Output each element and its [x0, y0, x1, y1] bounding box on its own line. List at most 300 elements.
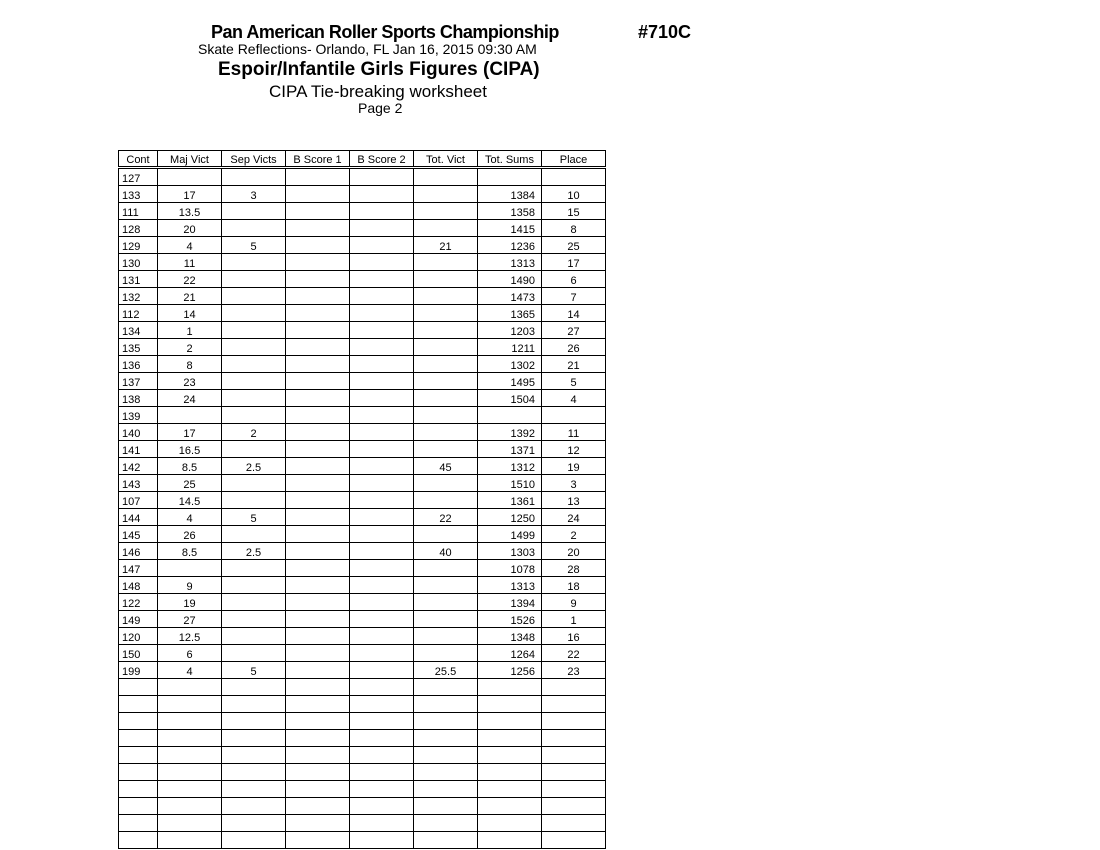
table-cell	[286, 288, 350, 305]
table-cell: 27	[542, 322, 606, 339]
column-header: Sep Victs	[222, 151, 286, 168]
column-header: Cont	[119, 151, 158, 168]
table-cell: 22	[414, 509, 478, 526]
table-cell: 45	[414, 458, 478, 475]
table-cell: 27	[158, 611, 222, 628]
table-cell: 137	[119, 373, 158, 390]
event-code: #710C	[638, 22, 692, 42]
table-cell	[350, 339, 414, 356]
table-cell	[222, 475, 286, 492]
table-cell	[414, 611, 478, 628]
table-cell: 150	[119, 645, 158, 662]
table-cell	[286, 713, 350, 730]
table-cell	[286, 237, 350, 254]
table-cell	[286, 611, 350, 628]
table-cell: 1211	[478, 339, 542, 356]
empty-table-row	[119, 679, 606, 696]
table-cell: 4	[158, 237, 222, 254]
table-cell: 14.5	[158, 492, 222, 509]
table-cell: 1	[542, 611, 606, 628]
table-cell: 129	[119, 237, 158, 254]
table-cell: 2	[222, 424, 286, 441]
table-cell	[222, 526, 286, 543]
empty-table-row	[119, 747, 606, 764]
table-cell	[286, 390, 350, 407]
table-cell	[222, 356, 286, 373]
table-cell: 107	[119, 492, 158, 509]
table-cell	[350, 611, 414, 628]
table-cell	[286, 747, 350, 764]
table-cell	[350, 781, 414, 798]
table-row	[119, 645, 606, 662]
table-cell: 142	[119, 458, 158, 475]
table-cell	[350, 305, 414, 322]
table-cell: 138	[119, 390, 158, 407]
table-cell	[414, 577, 478, 594]
table-cell: 17	[158, 424, 222, 441]
table-cell: 5	[222, 662, 286, 679]
table-cell	[286, 815, 350, 832]
table-cell	[478, 407, 542, 424]
table-cell	[350, 645, 414, 662]
table-cell: 23	[158, 373, 222, 390]
table-cell: 24	[158, 390, 222, 407]
table-cell	[119, 798, 158, 815]
table-cell	[286, 424, 350, 441]
table-cell	[222, 645, 286, 662]
table-cell: 6	[158, 645, 222, 662]
table-cell: 148	[119, 577, 158, 594]
table-cell	[119, 764, 158, 781]
tie-breaking-table	[118, 150, 606, 849]
competition-title: Pan American Roller Sports Championship	[211, 22, 559, 42]
table-cell: 1358	[478, 203, 542, 220]
table-cell	[542, 679, 606, 696]
table-cell: 1312	[478, 458, 542, 475]
table-cell: 1394	[478, 594, 542, 611]
table-cell	[414, 322, 478, 339]
table-cell	[286, 373, 350, 390]
table-cell: 8.5	[158, 543, 222, 560]
table-cell	[222, 764, 286, 781]
table-cell	[222, 560, 286, 577]
table-cell: 16	[542, 628, 606, 645]
table-row	[119, 373, 606, 390]
page-number: Page 2	[358, 100, 403, 116]
table-cell	[286, 356, 350, 373]
table-cell	[222, 254, 286, 271]
table-cell: 1348	[478, 628, 542, 645]
table-cell: 143	[119, 475, 158, 492]
table-cell: 1203	[478, 322, 542, 339]
table-cell	[478, 781, 542, 798]
table-cell: 4	[542, 390, 606, 407]
table-cell	[478, 832, 542, 849]
table-cell	[119, 747, 158, 764]
table-cell: 149	[119, 611, 158, 628]
table-cell	[286, 271, 350, 288]
table-cell	[158, 832, 222, 849]
empty-table-row	[119, 798, 606, 815]
table-row	[119, 458, 606, 475]
table-row	[119, 186, 606, 203]
table-cell	[542, 764, 606, 781]
table-cell	[222, 628, 286, 645]
table-cell	[414, 186, 478, 203]
table-cell: 4	[158, 662, 222, 679]
table-header-row	[119, 151, 606, 168]
table-cell	[286, 526, 350, 543]
table-cell: 146	[119, 543, 158, 560]
table-cell	[222, 441, 286, 458]
table-cell	[158, 407, 222, 424]
table-cell	[414, 254, 478, 271]
table-cell	[286, 764, 350, 781]
table-cell: 2	[158, 339, 222, 356]
table-cell	[119, 815, 158, 832]
table-cell	[414, 781, 478, 798]
table-cell	[350, 186, 414, 203]
table-cell: 127	[119, 168, 158, 186]
empty-table-row	[119, 764, 606, 781]
table-cell	[350, 543, 414, 560]
table-cell: 19	[542, 458, 606, 475]
table-cell	[414, 168, 478, 186]
table-cell	[414, 832, 478, 849]
table-cell: 120	[119, 628, 158, 645]
table-cell: 2.5	[222, 543, 286, 560]
table-cell	[542, 696, 606, 713]
table-cell	[414, 407, 478, 424]
table-cell	[119, 696, 158, 713]
table-cell	[350, 764, 414, 781]
table-cell: 21	[414, 237, 478, 254]
column-header: Tot. Vict	[414, 151, 478, 168]
table-cell	[542, 815, 606, 832]
table-cell: 12.5	[158, 628, 222, 645]
table-cell	[350, 509, 414, 526]
table-cell	[414, 764, 478, 781]
table-cell	[222, 390, 286, 407]
table-cell: 147	[119, 560, 158, 577]
table-cell	[350, 220, 414, 237]
table-row	[119, 509, 606, 526]
table-cell: 20	[542, 543, 606, 560]
table-cell: 11	[542, 424, 606, 441]
column-header: Maj Vict	[158, 151, 222, 168]
table-cell	[158, 798, 222, 815]
table-cell	[286, 441, 350, 458]
table-cell: 131	[119, 271, 158, 288]
table-cell	[414, 203, 478, 220]
table-cell: 135	[119, 339, 158, 356]
table-row	[119, 543, 606, 560]
table-cell: 40	[414, 543, 478, 560]
table-cell	[350, 390, 414, 407]
table-cell	[158, 815, 222, 832]
table-cell	[222, 798, 286, 815]
table-cell	[414, 390, 478, 407]
table-cell: 139	[119, 407, 158, 424]
table-cell: 13	[542, 492, 606, 509]
table-cell	[222, 594, 286, 611]
table-cell	[350, 288, 414, 305]
table-cell: 1499	[478, 526, 542, 543]
table-cell	[222, 373, 286, 390]
table-cell	[350, 356, 414, 373]
table-cell: 18	[542, 577, 606, 594]
table-row	[119, 356, 606, 373]
table-cell: 128	[119, 220, 158, 237]
table-cell: 5	[542, 373, 606, 390]
table-cell	[350, 832, 414, 849]
table-cell	[286, 679, 350, 696]
table-cell	[158, 696, 222, 713]
table-cell	[414, 526, 478, 543]
table-cell	[542, 168, 606, 186]
table-row	[119, 492, 606, 509]
table-cell: 141	[119, 441, 158, 458]
table-cell	[414, 220, 478, 237]
table-cell	[286, 832, 350, 849]
table-cell: 25.5	[414, 662, 478, 679]
table-cell	[414, 305, 478, 322]
table-cell	[222, 713, 286, 730]
table-cell	[222, 339, 286, 356]
table-cell: 9	[542, 594, 606, 611]
table-row	[119, 424, 606, 441]
table-cell	[350, 730, 414, 747]
table-cell	[158, 560, 222, 577]
table-cell	[286, 407, 350, 424]
table-cell	[414, 560, 478, 577]
table-row	[119, 168, 606, 186]
table-cell: 5	[222, 237, 286, 254]
table-cell	[478, 730, 542, 747]
table-cell: 15	[542, 203, 606, 220]
table-cell	[414, 815, 478, 832]
table-cell	[350, 237, 414, 254]
table-cell	[286, 475, 350, 492]
table-cell	[414, 424, 478, 441]
table-cell	[350, 475, 414, 492]
table-cell	[286, 730, 350, 747]
table-cell	[350, 441, 414, 458]
table-cell: 21	[542, 356, 606, 373]
table-cell	[158, 168, 222, 186]
table-cell: 4	[158, 509, 222, 526]
table-cell	[286, 305, 350, 322]
table-cell	[478, 168, 542, 186]
table-cell: 1361	[478, 492, 542, 509]
table-cell: 25	[158, 475, 222, 492]
table-row	[119, 237, 606, 254]
table-cell	[414, 798, 478, 815]
table-cell	[286, 645, 350, 662]
table-cell: 1415	[478, 220, 542, 237]
table-cell: 134	[119, 322, 158, 339]
table-cell	[286, 577, 350, 594]
table-cell	[414, 594, 478, 611]
table-cell	[350, 747, 414, 764]
table-cell: 1392	[478, 424, 542, 441]
table-cell: 1256	[478, 662, 542, 679]
table-cell: 20	[158, 220, 222, 237]
table-cell: 140	[119, 424, 158, 441]
table-cell	[478, 747, 542, 764]
table-cell: 1302	[478, 356, 542, 373]
empty-table-row	[119, 696, 606, 713]
table-cell	[414, 373, 478, 390]
table-cell	[286, 662, 350, 679]
table-cell: 130	[119, 254, 158, 271]
column-header: Place	[542, 151, 606, 168]
table-cell	[286, 509, 350, 526]
table-cell	[478, 798, 542, 815]
table-cell	[222, 696, 286, 713]
table-row	[119, 407, 606, 424]
table-cell: 1313	[478, 577, 542, 594]
table-row	[119, 441, 606, 458]
table-cell: 111	[119, 203, 158, 220]
table-cell	[350, 628, 414, 645]
table-cell	[222, 203, 286, 220]
table-cell	[286, 781, 350, 798]
table-cell: 145	[119, 526, 158, 543]
table-cell	[414, 356, 478, 373]
table-row	[119, 305, 606, 322]
table-cell	[222, 815, 286, 832]
table-cell: 1490	[478, 271, 542, 288]
table-cell: 14	[158, 305, 222, 322]
table-cell	[414, 747, 478, 764]
table-cell	[222, 747, 286, 764]
table-cell	[478, 696, 542, 713]
table-cell: 1	[158, 322, 222, 339]
table-cell	[119, 730, 158, 747]
table-cell	[286, 594, 350, 611]
table-cell	[350, 662, 414, 679]
table-cell	[286, 220, 350, 237]
table-row	[119, 220, 606, 237]
table-cell	[350, 526, 414, 543]
table-cell	[414, 696, 478, 713]
table-cell: 16.5	[158, 441, 222, 458]
table-row	[119, 254, 606, 271]
table-cell	[286, 628, 350, 645]
table-cell: 8	[158, 356, 222, 373]
table-cell	[286, 492, 350, 509]
table-row	[119, 526, 606, 543]
table-cell	[222, 288, 286, 305]
table-cell: 3	[542, 475, 606, 492]
table-cell	[542, 713, 606, 730]
table-cell	[286, 696, 350, 713]
table-cell	[286, 543, 350, 560]
table-cell	[119, 679, 158, 696]
table-cell	[350, 815, 414, 832]
table-cell	[350, 203, 414, 220]
table-cell	[158, 730, 222, 747]
table-cell: 10	[542, 186, 606, 203]
table-cell	[414, 441, 478, 458]
table-row	[119, 203, 606, 220]
table-cell: 1313	[478, 254, 542, 271]
table-cell: 2.5	[222, 458, 286, 475]
table-row	[119, 288, 606, 305]
table-cell	[222, 271, 286, 288]
table-cell	[286, 458, 350, 475]
table-cell	[414, 339, 478, 356]
event-name: Espoir/Infantile Girls Figures (CIPA)	[218, 59, 540, 80]
table-cell: 19	[158, 594, 222, 611]
table-cell: 1384	[478, 186, 542, 203]
table-cell: 136	[119, 356, 158, 373]
table-cell: 144	[119, 509, 158, 526]
table-cell	[286, 798, 350, 815]
table-cell	[222, 611, 286, 628]
table-row	[119, 339, 606, 356]
table-cell: 3	[222, 186, 286, 203]
table-cell	[222, 407, 286, 424]
table-cell	[286, 322, 350, 339]
table-row	[119, 322, 606, 339]
table-cell	[222, 781, 286, 798]
table-cell: 1236	[478, 237, 542, 254]
table-cell	[542, 407, 606, 424]
table-cell	[158, 781, 222, 798]
table-cell	[414, 475, 478, 492]
table-cell	[350, 322, 414, 339]
table-row	[119, 594, 606, 611]
table-cell: 112	[119, 305, 158, 322]
empty-table-row	[119, 713, 606, 730]
table-cell	[478, 815, 542, 832]
table-cell	[286, 339, 350, 356]
table-cell: 11	[158, 254, 222, 271]
table-cell	[414, 271, 478, 288]
column-header: B Score 2	[350, 151, 414, 168]
table-cell	[350, 696, 414, 713]
table-cell	[222, 577, 286, 594]
table-row	[119, 271, 606, 288]
table-cell	[119, 832, 158, 849]
table-cell: 9	[158, 577, 222, 594]
table-cell	[350, 373, 414, 390]
table-cell	[478, 764, 542, 781]
table-cell	[414, 645, 478, 662]
table-cell	[286, 186, 350, 203]
table-cell	[286, 203, 350, 220]
table-cell	[350, 577, 414, 594]
table-cell	[478, 713, 542, 730]
table-cell	[350, 713, 414, 730]
empty-table-row	[119, 781, 606, 798]
empty-table-row	[119, 832, 606, 849]
table-cell: 133	[119, 186, 158, 203]
table-row	[119, 577, 606, 594]
table-cell	[222, 492, 286, 509]
table-cell	[119, 713, 158, 730]
table-cell	[286, 254, 350, 271]
column-header: B Score 1	[286, 151, 350, 168]
table-cell	[542, 747, 606, 764]
table-cell	[350, 168, 414, 186]
table-cell	[222, 322, 286, 339]
table-cell: 8	[542, 220, 606, 237]
table-cell: 1495	[478, 373, 542, 390]
table-cell	[414, 288, 478, 305]
